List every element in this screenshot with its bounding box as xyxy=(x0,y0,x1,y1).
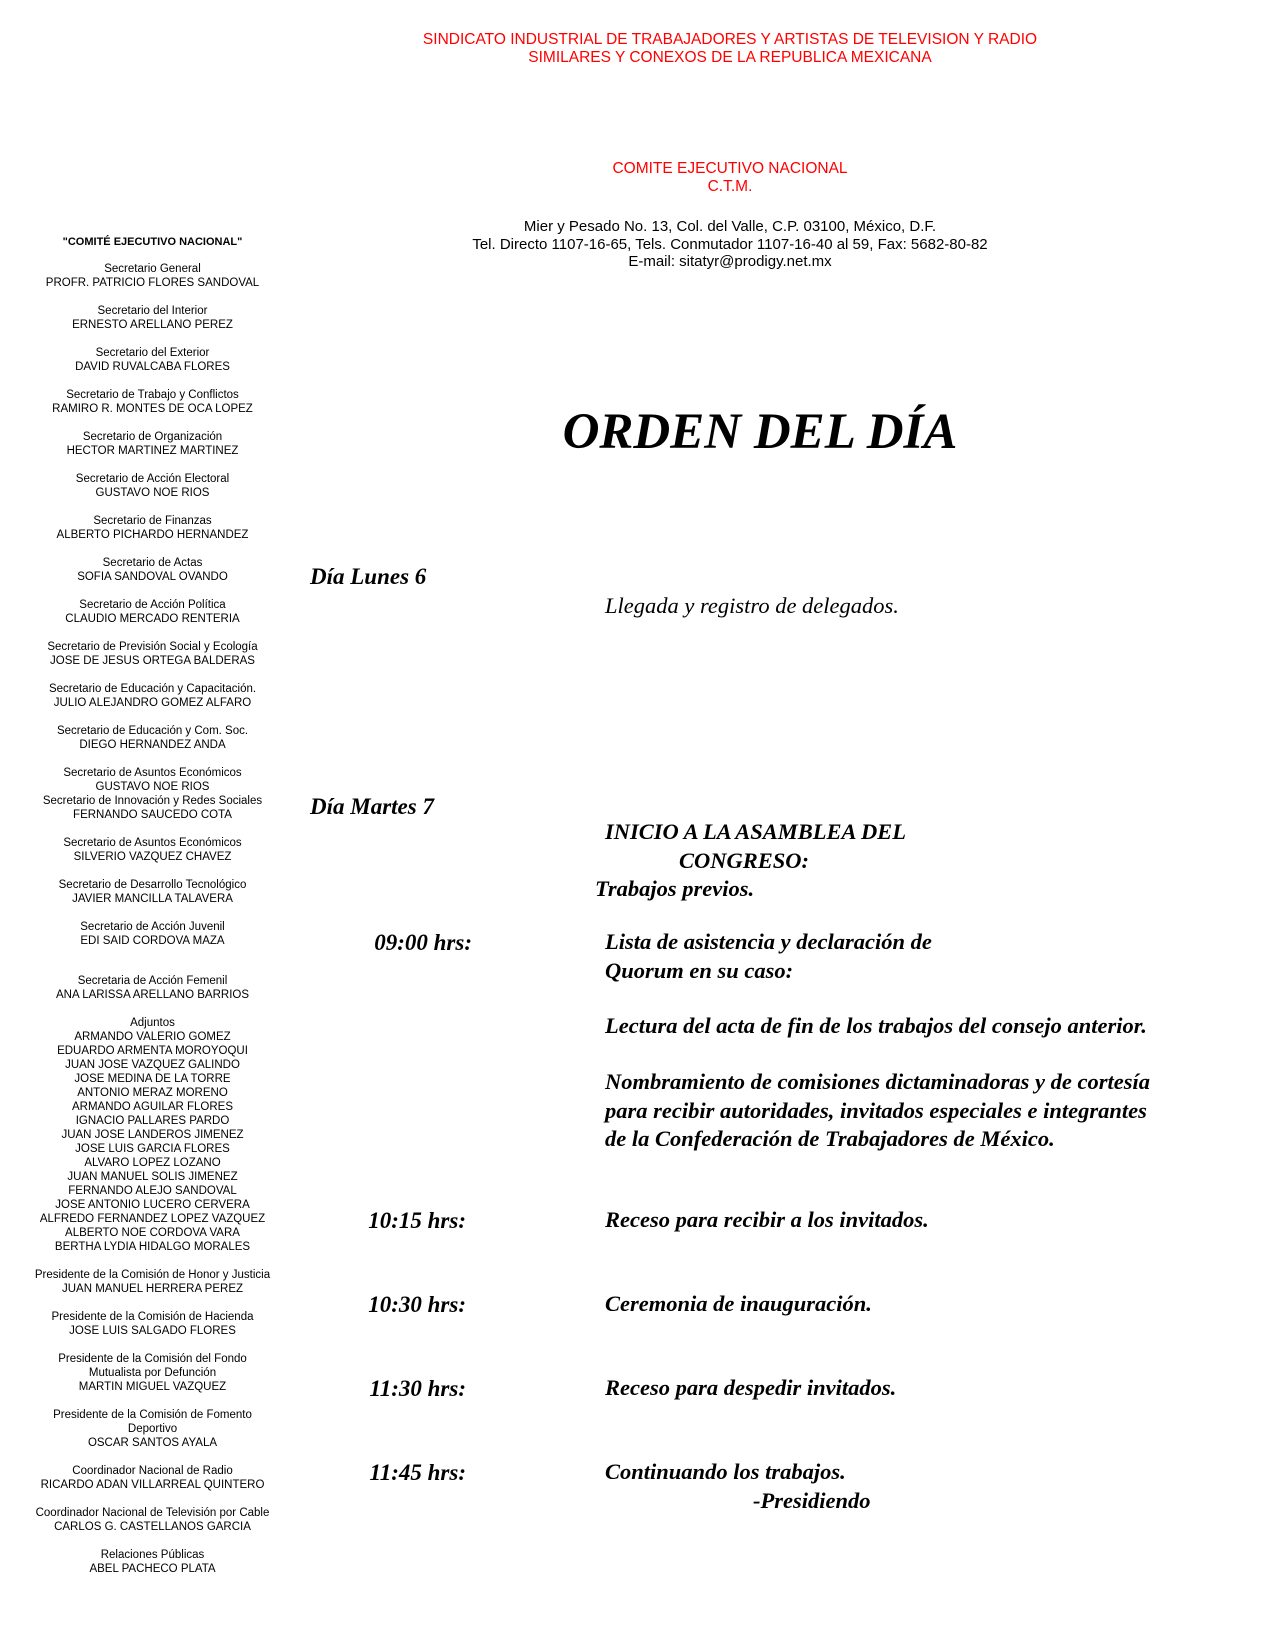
member-name: SOFIA SANDOVAL OVANDO xyxy=(77,571,228,583)
member-position: Secretario de Previsión Social y Ecología xyxy=(47,641,258,653)
sidebar-member-block xyxy=(20,1016,285,1254)
member-name: ABEL PACHECO PLATA xyxy=(89,1563,216,1575)
member-position: Secretario del Exterior xyxy=(95,347,210,359)
member-name: ALFREDO FERNANDEZ LOPEZ VAZQUEZ xyxy=(39,1213,266,1225)
member-name: CLAUDIO MERCADO RENTERIA xyxy=(65,613,240,625)
sidebar-member-block xyxy=(20,472,285,500)
member-position: Secretario de Desarrollo Tecnológico xyxy=(58,879,247,891)
member-position: Secretario de Trabajo y Conflictos xyxy=(66,389,239,401)
monday-item: Llegada y registro de delegados. xyxy=(605,593,899,618)
member-name: IGNACIO PALLARES PARDO xyxy=(75,1115,230,1127)
sidebar-member-block xyxy=(20,1352,285,1394)
sidebar-member-block xyxy=(20,304,285,332)
member-position: Secretario de Innovación y Redes Sociales xyxy=(42,795,263,807)
member-position: Relaciones Públicas xyxy=(100,1549,205,1561)
sidebar-members xyxy=(20,262,285,1576)
member-name: RAMIRO R. MONTES DE OCA LOPEZ xyxy=(52,403,253,415)
sidebar-member-block xyxy=(20,598,285,626)
member-name: JUAN MANUEL HERRERA PEREZ xyxy=(61,1283,244,1295)
member-position: Presidente de la Comisión de Hacienda xyxy=(51,1311,254,1323)
member-position: Secretaria de Acción Femenil xyxy=(77,975,228,987)
phones: Tel. Directo 1107-16-65, Tels. Conmutador 1107-16-40 al 59, Fax: 5682-80-82 xyxy=(472,235,988,253)
member-position: Coordinador Nacional de Radio xyxy=(72,1465,233,1477)
committee-heading xyxy=(300,160,1160,196)
sidebar-member-block xyxy=(20,346,285,374)
member-position: Presidente de la Comisión de Honor y Justicia xyxy=(34,1269,271,1281)
attendance-item xyxy=(605,928,932,985)
member-name: OSCAR SANTOS AYALA xyxy=(87,1437,218,1449)
committee-sidebar xyxy=(20,235,285,1590)
assembly-start-line2: CONGRESO: xyxy=(679,847,810,873)
member-name: RICARDO ADAN VILLARREAL QUINTERO xyxy=(40,1479,265,1491)
member-position: Presidente de la Comisión de Fomento xyxy=(53,1409,252,1421)
member-name: MARTIN MIGUEL VAZQUEZ xyxy=(78,1381,227,1393)
member-position: Secretario de Acción Juvenil xyxy=(80,921,225,933)
member-position: Presidente de la Comisión del Fondo xyxy=(58,1353,247,1365)
day-tuesday: Día Martes 7 xyxy=(310,794,434,819)
sidebar-member-block xyxy=(20,556,285,584)
sidebar-member-block xyxy=(20,1548,285,1576)
assembly-start xyxy=(595,818,906,904)
union-name-line2: SIMILARES Y CONEXOS DE LA REPUBLICA MEXICANA xyxy=(528,49,932,66)
member-name: ALBERTO NOE CORDOVA VARA xyxy=(65,1227,240,1239)
member-name: EDI SAID CORDOVA MAZA xyxy=(80,935,225,947)
sidebar-member-block xyxy=(20,640,285,668)
recess-receive-item: Receso para recibir a los invitados. xyxy=(605,1207,929,1232)
assembly-start-line1: INICIO A LA ASAMBLEA DEL xyxy=(605,819,906,844)
sidebar-member-block xyxy=(20,1408,285,1450)
member-name: JAVIER MANCILLA TALAVERA xyxy=(72,893,233,905)
member-name: DAVID RUVALCABA FLORES xyxy=(75,361,230,373)
member-position: Secretario de Finanzas xyxy=(93,515,212,527)
member-name: ARMANDO VALERIO GOMEZ xyxy=(74,1031,231,1043)
presiding-line: -Presidiendo xyxy=(753,1487,871,1513)
member-position: Secretario de Acción Electoral xyxy=(75,473,230,485)
email: E-mail: sitatyr@prodigy.net.mx xyxy=(628,253,832,270)
sidebar-member-block xyxy=(20,1464,285,1492)
committee-name: COMITE EJECUTIVO NACIONAL xyxy=(612,160,848,177)
member-position: Secretario de Asuntos Económicos xyxy=(63,767,242,779)
page-title: ORDEN DEL DÍA xyxy=(562,404,958,460)
member-name: ALVARO LOPEZ LOZANO xyxy=(84,1157,221,1169)
member-name: JOSE ANTONIO LUCERO CERVERA xyxy=(55,1199,250,1211)
member-name: JUAN JOSE LANDEROS JIMENEZ xyxy=(61,1129,244,1141)
time-1030: 10:30 hrs: xyxy=(368,1292,466,1317)
time-0900: 09:00 hrs: xyxy=(374,930,472,955)
member-position: Secretario de Educación y Capacitación. xyxy=(48,683,257,695)
contact-info xyxy=(300,218,1160,271)
union-name xyxy=(300,31,1160,67)
member-name: JULIO ALEJANDRO GOMEZ ALFARO xyxy=(53,697,252,709)
time-1015: 10:15 hrs: xyxy=(368,1208,466,1233)
sidebar-member-block xyxy=(20,1310,285,1338)
time-1130: 11:30 hrs: xyxy=(369,1376,466,1401)
member-name: Deportivo xyxy=(127,1423,178,1435)
member-name: FERNANDO ALEJO SANDOVAL xyxy=(68,1185,237,1197)
time-1145: 11:45 hrs: xyxy=(369,1460,466,1485)
member-position: Secretario del Interior xyxy=(97,305,208,317)
member-position: Secretario General xyxy=(104,263,201,275)
sidebar-member-block xyxy=(20,388,285,416)
member-name: CARLOS G. CASTELLANOS GARCIA xyxy=(54,1521,251,1533)
sidebar-title: "COMITÉ EJECUTIVO NACIONAL" xyxy=(62,236,243,248)
address: Mier y Pesado No. 13, Col. del Valle, C.P. 03100, México, D.F. xyxy=(523,218,937,235)
reading-item: Lectura del acta de fin de los trabajos del consejo anterior. xyxy=(605,1013,1147,1038)
member-name: ERNESTO ARELLANO PEREZ xyxy=(72,319,233,331)
attendance-line1: Lista de asistencia y declaración de xyxy=(605,929,932,954)
member-name: DIEGO HERNANDEZ ANDA xyxy=(79,739,226,751)
sidebar-member-block xyxy=(20,262,285,290)
member-name: JOSE LUIS SALGADO FLORES xyxy=(69,1325,236,1337)
sidebar-member-block xyxy=(20,1506,285,1534)
continuing-item xyxy=(605,1458,871,1515)
sidebar-member-block xyxy=(20,836,285,864)
sidebar-member-block xyxy=(20,514,285,542)
sidebar-member-block xyxy=(20,430,285,458)
commissions-item xyxy=(605,1068,1150,1154)
member-name: JOSE LUIS GARCIA FLORES xyxy=(75,1143,230,1155)
sidebar-member-block xyxy=(20,724,285,752)
member-position: Secretario de Organización xyxy=(82,431,223,443)
sidebar-member-block xyxy=(20,1268,285,1296)
member-position: Secretario de Acción Política xyxy=(79,599,226,611)
member-position: Secretario de Educación y Com. Soc. xyxy=(56,725,249,737)
member-name: FERNANDO SAUCEDO COTA xyxy=(73,809,232,821)
member-position: Coordinador Nacional de Televisión por Cable xyxy=(35,1507,270,1519)
member-name: BERTHA LYDIA HIDALGO MORALES xyxy=(54,1241,251,1253)
member-name: JUAN JOSE VAZQUEZ GALINDO xyxy=(65,1059,240,1071)
commissions-line3: de la Confederación de Trabajadores de México. xyxy=(605,1126,1055,1151)
member-position: Adjuntos xyxy=(130,1017,175,1029)
member-name: EDUARDO ARMENTA MOROYOQUI xyxy=(57,1045,248,1057)
sidebar-member-block xyxy=(20,766,285,794)
member-name: GUSTAVO NOE RIOS xyxy=(95,781,210,793)
attendance-line2: Quorum en su caso: xyxy=(605,957,794,983)
member-name: JOSE MEDINA DE LA TORRE xyxy=(74,1073,231,1085)
sidebar-member-block xyxy=(20,794,285,822)
member-name: ALBERTO PICHARDO HERNANDEZ xyxy=(56,529,249,541)
member-position: Secretario de Actas xyxy=(102,557,203,569)
sidebar-member-block xyxy=(20,682,285,710)
member-name: PROFR. PATRICIO FLORES SANDOVAL xyxy=(45,277,260,289)
sidebar-member-block xyxy=(20,974,285,1002)
inauguration-item: Ceremonia de inauguración. xyxy=(605,1291,872,1316)
member-name: JOSE DE JESUS ORTEGA BALDERAS xyxy=(50,655,255,667)
member-name: ARMANDO AGUILAR FLORES xyxy=(71,1101,234,1113)
union-name-line1: SINDICATO INDUSTRIAL DE TRABAJADORES Y ARTISTAS DE TELEVISION Y RADIO xyxy=(422,31,1038,48)
sidebar-member-block xyxy=(20,878,285,906)
member-name: JUAN MANUEL SOLIS JIMENEZ xyxy=(67,1171,238,1183)
sidebar-member-block xyxy=(20,920,285,948)
ctm-label: C.T.M. xyxy=(707,178,753,195)
commissions-line1: Nombramiento de comisiones dictaminadoras y de cortesía xyxy=(605,1069,1150,1094)
member-name: SILVERIO VAZQUEZ CHAVEZ xyxy=(73,851,232,863)
day-monday: Día Lunes 6 xyxy=(310,564,427,589)
member-name: ANA LARISSA ARELLANO BARRIOS xyxy=(55,989,250,1001)
member-position: Secretario de Asuntos Económicos xyxy=(63,837,242,849)
recess-farewell-item: Receso para despedir invitados. xyxy=(605,1375,897,1400)
assembly-start-line3: Trabajos previos. xyxy=(595,876,755,901)
commissions-line2: para recibir autoridades, invitados especiales e integrantes xyxy=(605,1097,1147,1123)
member-name: Mutualista por Defunción xyxy=(88,1367,217,1379)
member-name: ANTONIO MERAZ MORENO xyxy=(77,1087,228,1099)
member-name: HECTOR MARTINEZ MARTINEZ xyxy=(66,445,239,457)
continuing-line1: Continuando los trabajos. xyxy=(605,1459,846,1484)
member-name: GUSTAVO NOE RIOS xyxy=(95,487,210,499)
